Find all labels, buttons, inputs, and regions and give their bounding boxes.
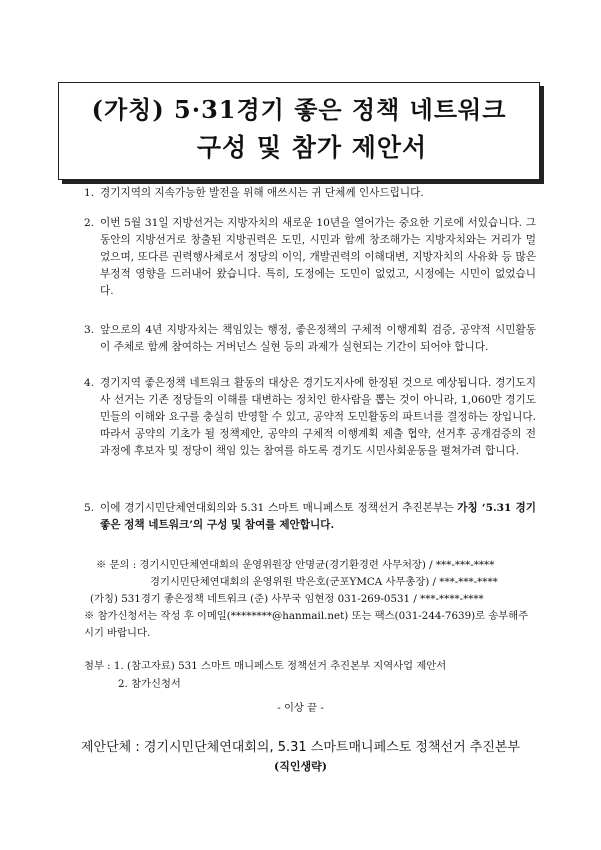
end-mark: - 이상 끝 - xyxy=(277,702,324,714)
paragraph-number: 4. xyxy=(84,377,95,389)
contact-line-1: ※ 문의 : 경기시민단체연대회의 운영위원장 안명균(경기환경련 사무처장) / ***-***-**** xyxy=(96,559,495,571)
paragraph-text xyxy=(100,500,536,534)
paragraph-1 xyxy=(84,185,536,202)
paragraph-text: 이번 5월 31일 지방선거는 지방자치의 새로운 10년을 열어가는 중요한 기로에 서있습니다. 그동안의 지방선거로 창출된 지방권력은 도민, 시민과 함께 창조해가는 지방자치와는 거리가 멀었으며, 또다른 권력행사체로서 정당의 이익, 개발권력의 이해대변, 지방자치의 사유화 등 많은 부정적 영향을 드러내어 왔습니다. 특히, 도정에는 도민이 없었고, 시정에는 시민이 없었습니다. xyxy=(100,217,536,297)
paragraph-number: 3. xyxy=(84,324,95,336)
title-box xyxy=(58,82,540,180)
paragraph-3 xyxy=(84,322,536,356)
paragraph-text: 경기지역의 지속가능한 발전을 위해 애쓰시는 귀 단체께 인사드립니다. xyxy=(100,187,424,199)
paragraph-number: 1. xyxy=(84,187,95,199)
paragraph-number: 2. xyxy=(84,217,95,229)
submission-note: ※ 참가신청서는 작성 후 이메일(********@hanmail.net) 또는 팩스(031-244-7639)로 송부해주시기 바랍니다. xyxy=(84,610,529,639)
proposal-highlight: 가칭 ‘5.31 경기 좋은 정책 네트워크’의 구성 및 참여를 제안합니다. xyxy=(100,502,536,531)
attachment-line-2: 2. 참가신청서 xyxy=(118,678,181,690)
contact-line-3: (가칭) 531경기 좋은정책 네트워크 (준) 사무국 임현정 031-269-0531 / ***-****-**** xyxy=(90,593,484,605)
attachment-line-1: 첨부 : 1. (참고자료) 531 스마트 매니페스토 정책선거 추진본부 지역사업 제안서 xyxy=(84,660,447,672)
paragraph-4 xyxy=(84,375,536,460)
contact-line-2: 경기시민단체연대회의 운영위원 박은호(군포YMCA 사무총장) / ***-***-**** xyxy=(150,576,498,588)
paragraph-text: 앞으로의 4년 지방자치는 책임있는 행정, 좋은정책의 구체적 이행계획 검증, 공약적 시민활동이 주체로 함께 참여하는 거버넌스 실현 등의 과제가 실현되는 기간이 되어야 합니다. xyxy=(100,324,536,353)
paragraph-number: 5. xyxy=(84,502,95,514)
paragraph-text: 경기지역 좋은정책 네트워크 활동의 대상은 경기도지사에 한정된 것으로 예상됩니다. 경기도지사 선거는 기존 정당들의 이해를 대변하는 정치인 한사람을 뽑는 것이 아니라, 1,060만 경기도민들의 이해와 요구를 충실히 반영할 수 있고, 공약적 도민활동의 파트너를 결정하는 장입니다. 따라서 공약의 기초가 될 정책제안, 공약의 구체적 이행계획 제출 협약, 선거후 공개검증의 전 과정에 후보자 및 정당이 책임 있는 참여를 하도록 경기도 시민사회운동을 펼쳐가려 합니다. xyxy=(100,377,536,457)
proposer-line: 제안단체 : 경기시민단체연대회의, 5.31 스마트매니페스토 정책선거 추진본부 xyxy=(81,740,520,755)
proposal-prefix: 이에 경기시민단체연대회의와 5.31 스마트 매니페스토 정책선거 추진본부는 xyxy=(100,502,458,514)
title-line-1: (가칭) 5·31경기 좋은 정책 네트워크 xyxy=(91,95,507,124)
paragraph-5 xyxy=(84,500,536,534)
paragraph-2 xyxy=(84,215,536,300)
seal-omitted-note: (직인생략) xyxy=(274,760,327,773)
title-line-2: 구성 및 참가 제안서 xyxy=(196,133,428,162)
